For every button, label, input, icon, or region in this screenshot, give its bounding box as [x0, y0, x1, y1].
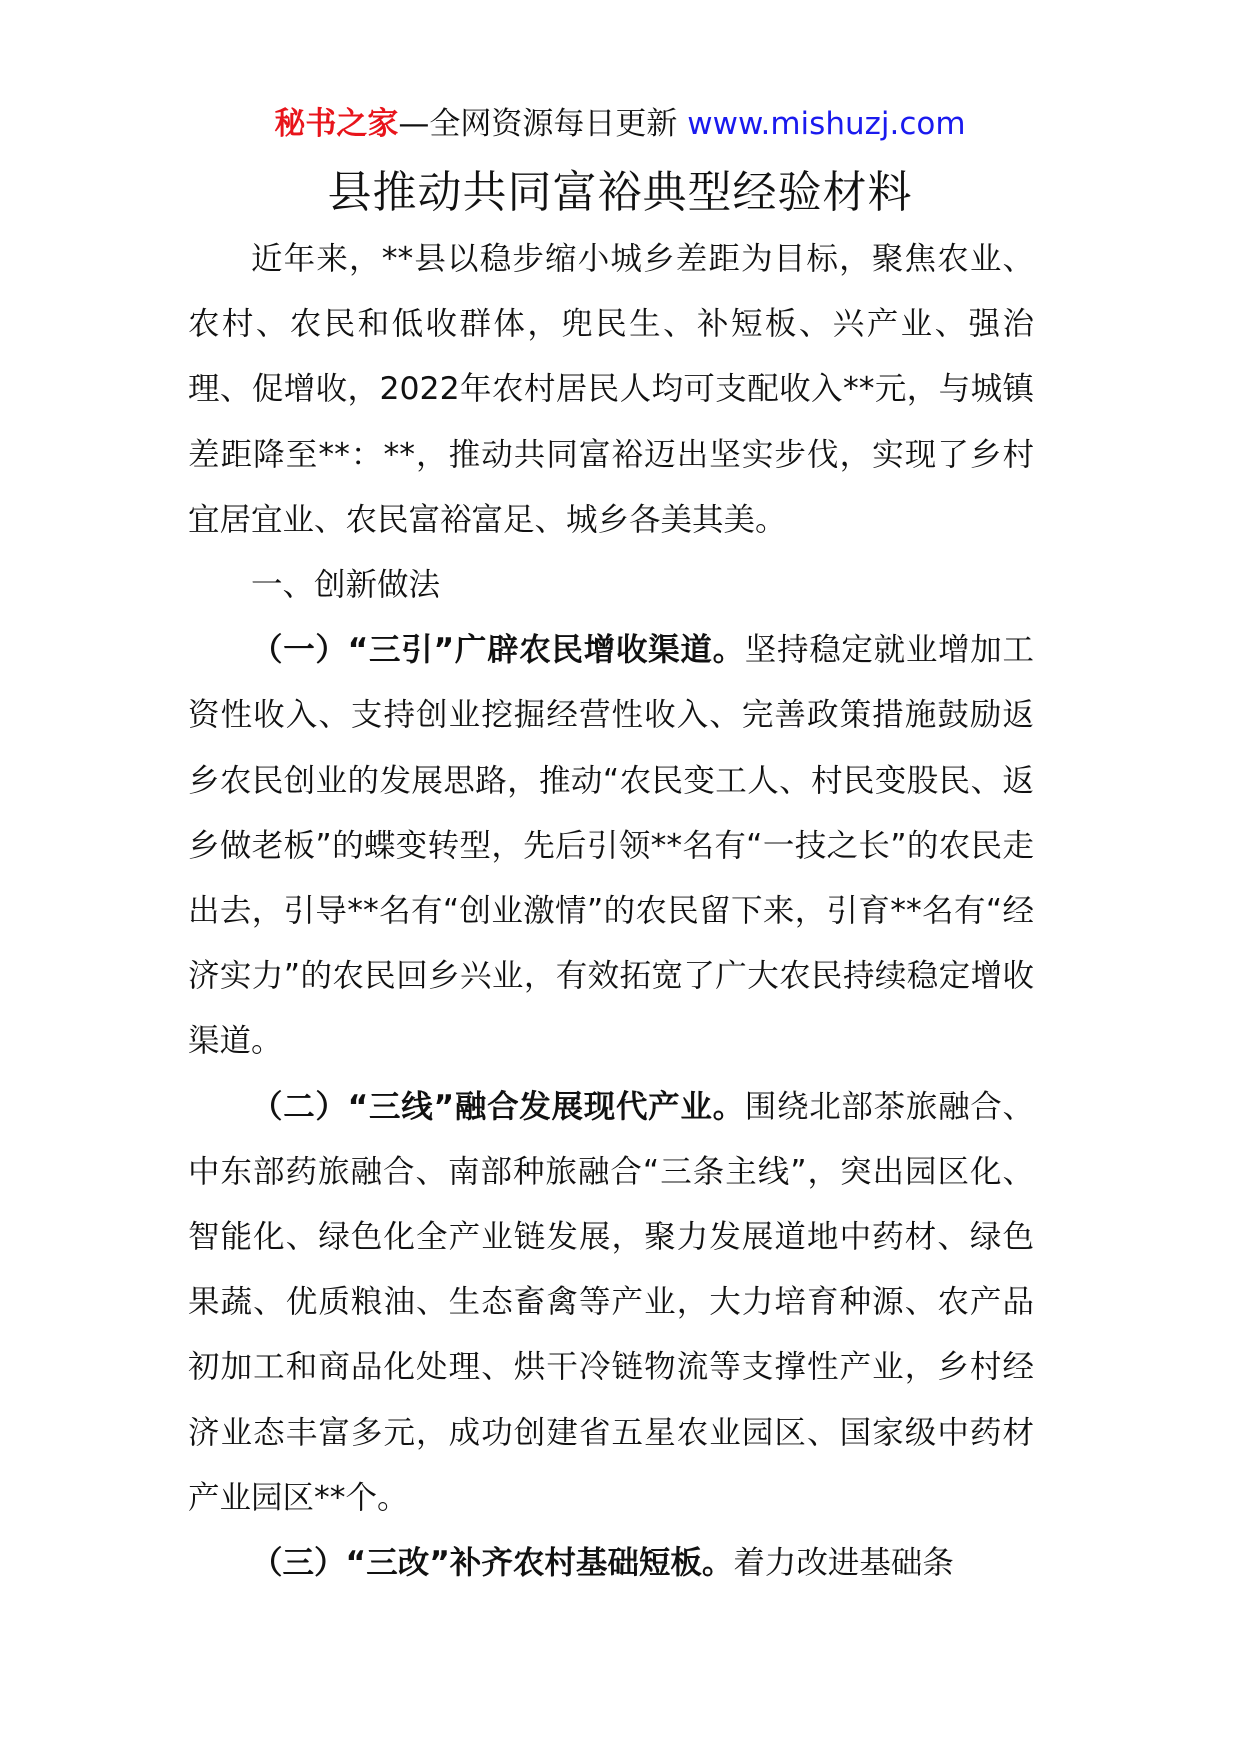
practice-text-2: 围绕北部茶旅融合、中东部药旅融合、南部种旅融合“三条主线”，突出园区化、智能化、绿色化全产业链发展，聚力发展道地中药材、绿色果蔬、优质粮油、生态畜禽等产业，大力培育种源、农产品初加工和商品化处理、烘干冷链物流等支撑性产业，乡村经济业态丰富多元，成功创建省五星农业园区、国家级中药材产业园区**个。 — [188, 1088, 1034, 1516]
section-heading: 一、创新做法 — [251, 567, 441, 604]
practice-heading-1: （一）“三引”广辟农民增收渠道。 — [251, 632, 745, 669]
site-slogan: —全网资源每日更新 — [398, 106, 688, 142]
practice-paragraph-2 — [188, 1075, 1034, 1531]
practice-text-3: 着力改进基础条 — [733, 1545, 954, 1582]
document-title: 县推动共同富裕典型经验材料 — [327, 167, 913, 218]
practice-paragraph-3 — [188, 1531, 1034, 1596]
practice-paragraph-1 — [188, 618, 1034, 1074]
document-body — [188, 227, 1034, 1596]
site-banner — [0, 100, 1240, 148]
intro-paragraph: 近年来，**县以稳步缩小城乡差距为目标，聚焦农业、农村、农民和低收群体，兜民生、补短板、兴产业、强治理、促增收，2022年农村居民人均可支配收入**元，与城镇差距降至**：**，推动共同富裕迈出坚实步伐，实现了乡村宜居宜业、农民富裕富足、城乡各美其美。 — [188, 241, 1034, 538]
practice-text-1: 坚持稳定就业增加工资性收入、支持创业挖掘经营性收入、完善政策措施鼓励返乡农民创业的发展思路，推动“农民变工人、村民变股民、返乡做老板”的蝶变转型，先后引领**名有“一技之长”的农民走出去，引导**名有“创业激情”的农民留下来，引育**名有“经济实力”的农民回乡兴业，有效拓宽了广大农民持续稳定增收渠道。 — [188, 632, 1034, 1060]
practice-heading-3: （三）“三改”补齐农村基础短板。 — [251, 1545, 734, 1582]
site-url-link[interactable]: www.mishuzj.com — [687, 106, 966, 142]
practice-heading-2: （二）“三线”融合发展现代产业。 — [251, 1088, 745, 1125]
site-brand: 秘书之家 — [274, 106, 399, 142]
